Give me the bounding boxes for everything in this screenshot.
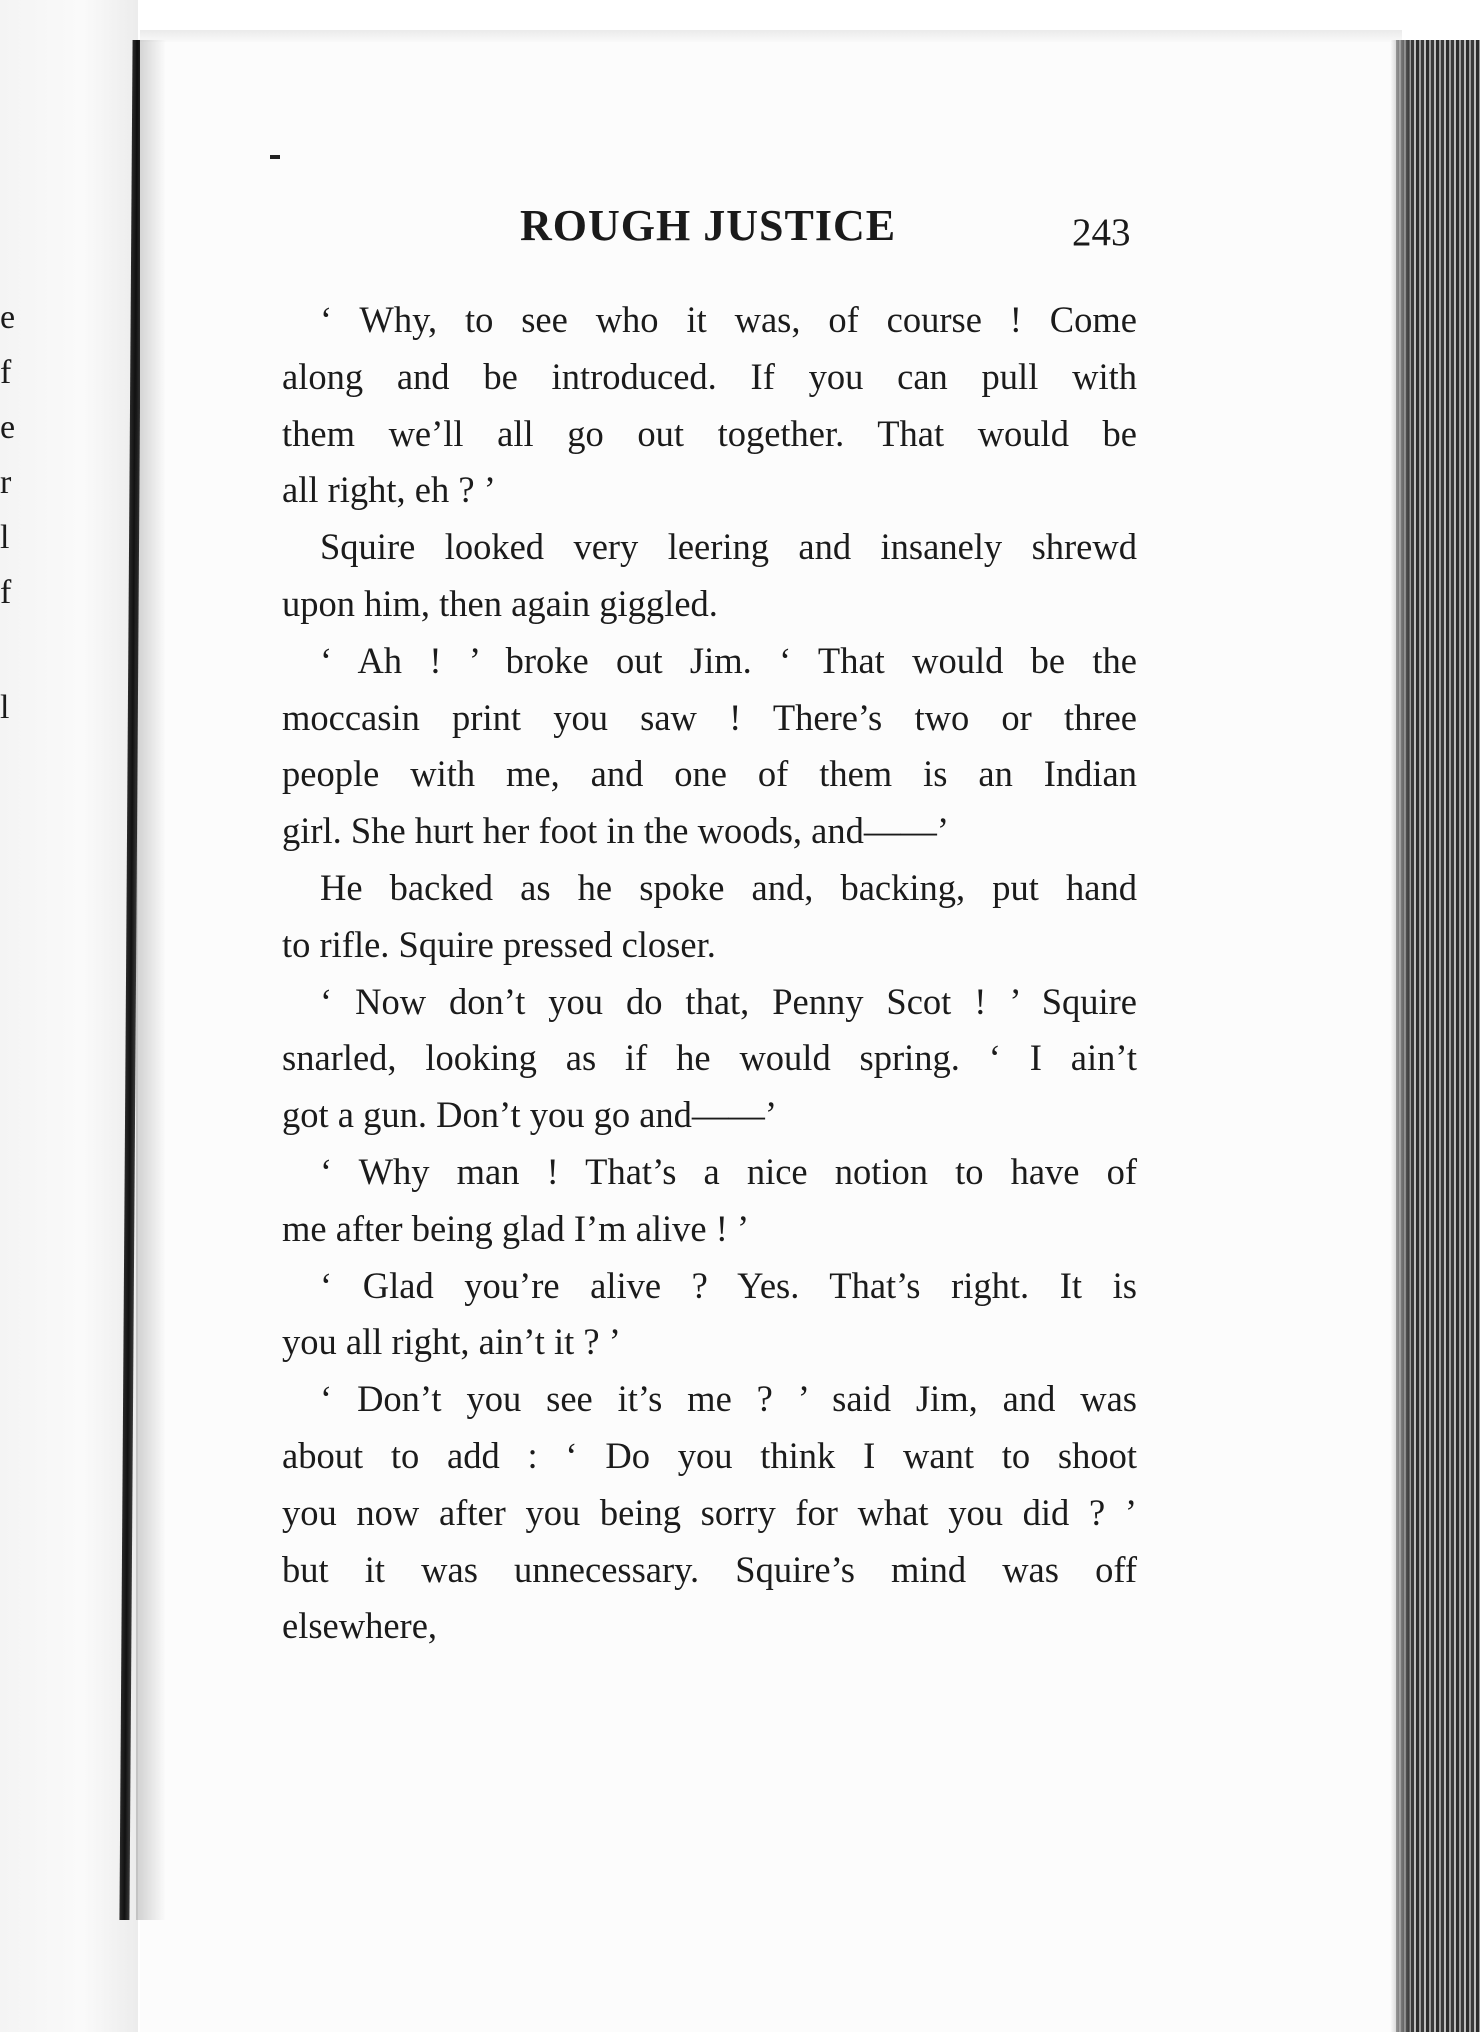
page-block-shade <box>1390 40 1410 2032</box>
left-page-edge <box>0 0 138 2032</box>
stray-mark <box>270 155 280 159</box>
text-line: ‘ Why, to see who it was, of course ! Come <box>320 299 1137 340</box>
text-line: to rifle. Squire pressed closer. <box>282 923 716 965</box>
text-line: ‘ Ah ! ’ broke out Jim. ‘ That would be the <box>320 639 1137 681</box>
left-margin-letter: e <box>0 299 16 336</box>
text-line: about to add : ‘ Do you think I want to shoot <box>282 1434 1137 1476</box>
text-line: but it was unnecessary. Squire’s mind was off <box>282 1548 1137 1590</box>
text-line: you all right, ain’t it ? ’ <box>282 1321 621 1363</box>
left-margin-letter: r <box>0 464 12 501</box>
text-line: snarled, looking as if he would spring. ‘ I ain’t <box>282 1037 1137 1079</box>
left-margin-letter: f <box>0 574 12 611</box>
text-line: all right, eh ? ’ <box>282 469 496 511</box>
text-line: me after being glad I’m alive ! ’ <box>282 1207 750 1249</box>
text-line: Squire looked very leering and insanely shrewd <box>320 526 1137 568</box>
text-line: moccasin print you saw ! There’s two or three <box>282 696 1137 738</box>
text-line: He backed as he spoke and, backing, put hand <box>320 866 1137 908</box>
body-text <box>282 292 1137 1655</box>
running-title: ROUGH JUSTICE <box>520 201 897 250</box>
left-margin-letter: l <box>0 519 10 556</box>
text-line: ‘ Now don’t you do that, Penny Scot ! ’ Squire <box>320 980 1137 1022</box>
page-number: 243 <box>1072 211 1131 254</box>
text-line: ‘ Why man ! That’s a nice notion to have of <box>320 1150 1137 1192</box>
text-line: girl. She hurt her foot in the woods, and——’ <box>282 810 950 852</box>
left-margin-letter: e <box>0 409 16 446</box>
text-line: upon him, then again giggled. <box>282 582 718 624</box>
text-line: got a gun. Don’t you go and——’ <box>282 1094 778 1136</box>
left-margin-letter: f <box>0 354 12 391</box>
text-line: ‘ Glad you’re alive ? Yes. That’s right. It is <box>320 1264 1137 1306</box>
text-line: people with me, and one of them is an Indian <box>282 753 1137 795</box>
text-line: ‘ Don’t you see it’s me ? ’ said Jim, and was <box>320 1378 1137 1420</box>
running-head <box>0 200 1480 260</box>
text-line: them we’ll all go out together. That would be <box>282 412 1137 454</box>
text-line: elsewhere, <box>282 1605 438 1647</box>
text-line: along and be introduced. If you can pull with <box>282 355 1137 397</box>
left-page-cut-text <box>0 0 30 900</box>
gutter-shadow <box>136 40 166 1920</box>
left-margin-letter: l <box>0 689 10 726</box>
text-line: you now after you being sorry for what you did ? ’ <box>282 1491 1137 1533</box>
